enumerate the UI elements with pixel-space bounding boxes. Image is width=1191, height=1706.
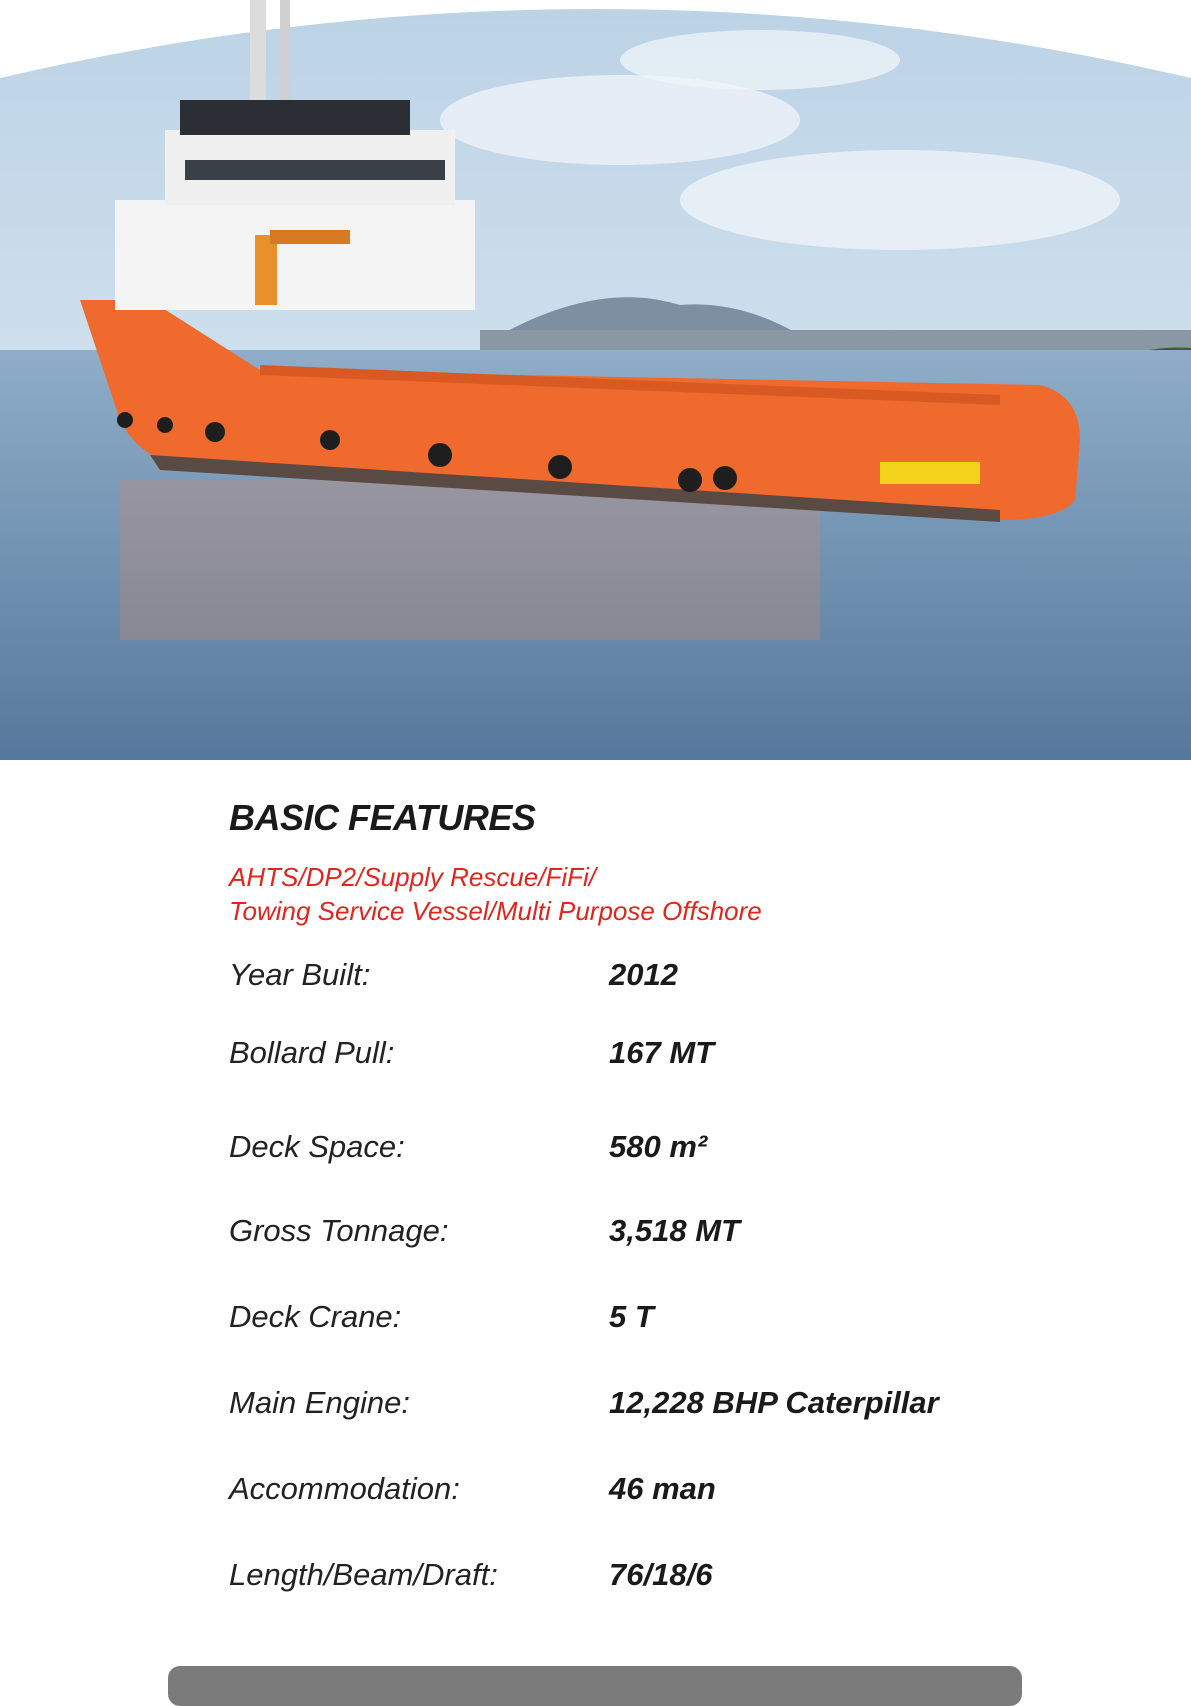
vessel-illustration (0, 0, 1191, 760)
spec-label: Length/Beam/Draft: (229, 1557, 498, 1592)
spec-row-bollard-pull (229, 1035, 1029, 1075)
spec-row-gross-tonnage (229, 1213, 1029, 1253)
spec-value: 12,228 BHP Caterpillar (609, 1385, 939, 1420)
spec-value: 3,518 MT (609, 1213, 740, 1248)
spec-label: Deck Crane: (229, 1299, 402, 1334)
vessel-type-subtitle (229, 860, 1029, 928)
spec-row-deck-crane (229, 1299, 1029, 1339)
spec-label: Main Engine: (229, 1385, 410, 1420)
bottom-bar (168, 1666, 1022, 1706)
spec-label: Gross Tonnage: (229, 1213, 449, 1248)
spec-value: 76/18/6 (609, 1557, 713, 1592)
hero-vessel-image (0, 0, 1191, 760)
spec-value: 46 man (609, 1471, 716, 1506)
spec-row-year-built (229, 957, 1029, 997)
spec-row-deck-space (229, 1129, 1029, 1169)
spec-row-main-engine (229, 1385, 1029, 1425)
section-title: BASIC FEATURES (229, 797, 536, 838)
spec-value: 2012 (609, 957, 678, 992)
subtitle-line-2: Towing Service Vessel/Multi Purpose Offshore (229, 896, 762, 926)
spec-label: Bollard Pull: (229, 1035, 395, 1070)
spec-label: Year Built: (229, 957, 371, 992)
spec-label: Deck Space: (229, 1129, 405, 1164)
spec-value: 5 T (609, 1299, 654, 1334)
spec-row-length-beam-draft (229, 1557, 1029, 1597)
subtitle-line-1: AHTS/DP2/Supply Rescue/FiFi/ (229, 862, 597, 892)
basic-features-section (229, 797, 1029, 928)
spec-label: Accommodation: (229, 1471, 460, 1506)
spec-value: 167 MT (609, 1035, 715, 1070)
spec-value: 580 m² (609, 1129, 708, 1164)
spec-row-accommodation (229, 1471, 1029, 1511)
